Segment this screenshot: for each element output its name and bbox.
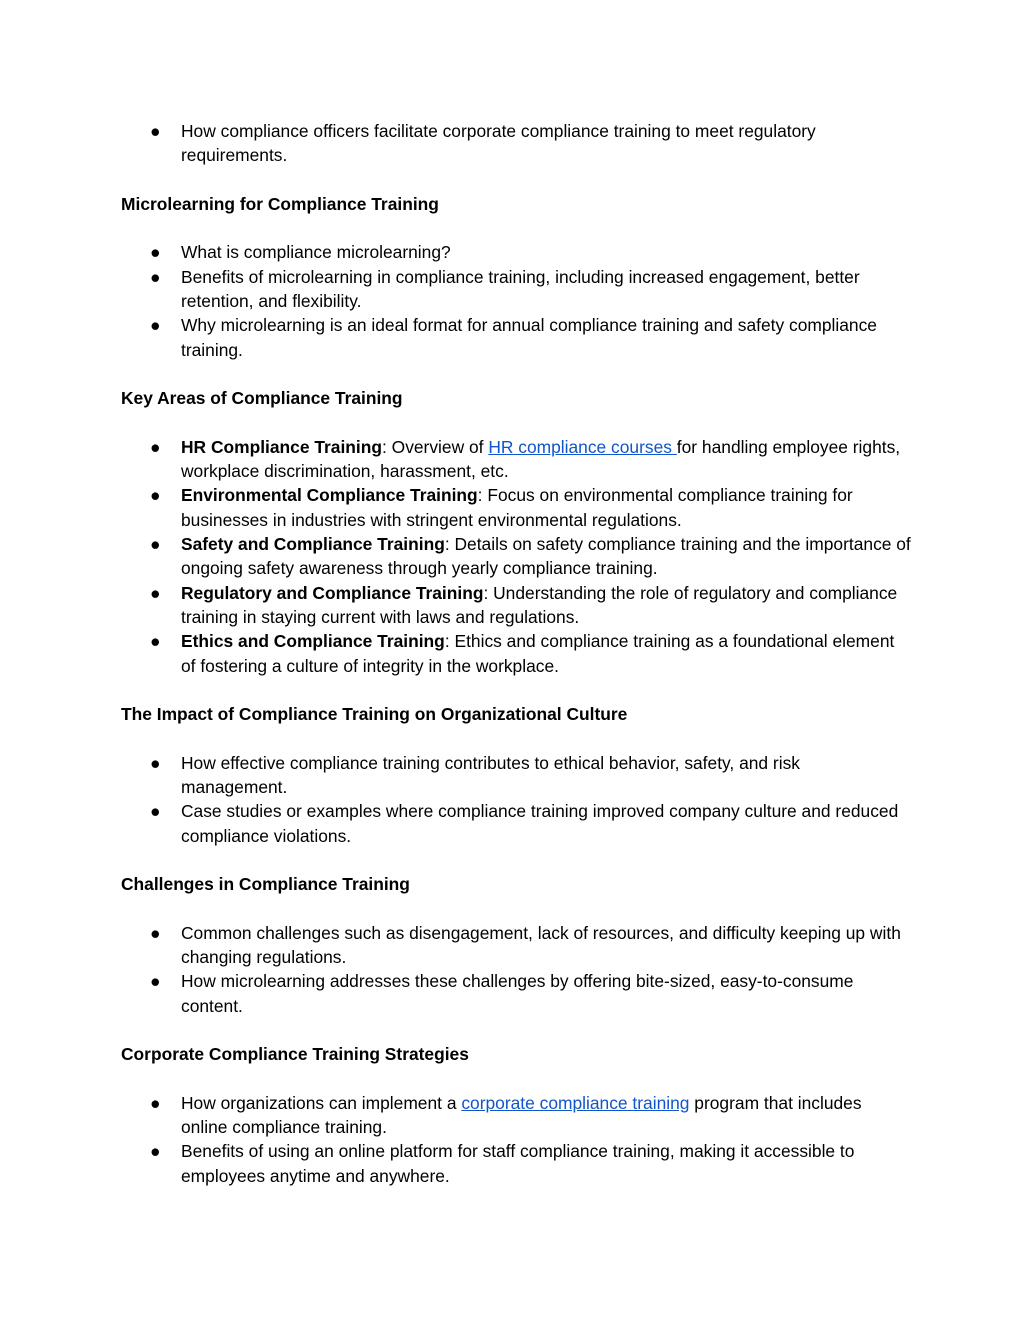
document-body [121,119,911,1188]
bullet-icon: ● [150,971,161,992]
list-item-text: What is compliance microlearning? [181,242,451,263]
section-heading: Challenges in Compliance Training [121,874,410,895]
inline-link[interactable]: HR compliance courses [488,436,677,457]
list-item-term: HR Compliance Training [181,436,382,457]
list-item-text: for handling employee rights, workplace discrimination, harassment, etc. [181,436,901,482]
bullet-icon: ● [150,534,161,555]
bullet-icon: ● [150,242,161,263]
list-item [121,483,911,532]
list-item [121,265,911,314]
list-item-text: How effective compliance training contributes to ethical behavior, safety, and risk management. [181,752,800,798]
list-item-term: Ethics and Compliance Training [181,631,445,652]
list-item [121,1139,911,1188]
list-item [121,532,911,581]
list-item [121,751,911,800]
section-bullet-list [121,1091,911,1188]
intro-bullet-list [121,119,911,168]
bullet-icon: ● [150,121,161,141]
list-item-text: How microlearning addresses these challenges by offering bite-sized, easy-to-consume content. [181,971,854,1016]
list-item-text: program that includes online compliance training. [181,1092,862,1138]
section-heading: Microlearning for Compliance Training [121,193,439,214]
section-heading: Corporate Compliance Training Strategies [121,1044,469,1065]
bullet-icon: ● [150,801,161,822]
bullet-icon: ● [150,266,161,287]
list-item-text: How compliance officers facilitate corporate compliance training to meet regulatory requirements. [181,121,816,166]
list-item [121,1091,911,1140]
list-item [121,629,911,678]
bullet-icon: ● [150,315,161,336]
section-heading: Key Areas of Compliance Training [121,388,403,409]
bullet-icon: ● [150,752,161,773]
list-item-text: : Overview of [382,436,489,457]
section-bullet-list [121,240,911,361]
section-bullet-list [121,751,911,848]
bullet-icon: ● [150,631,161,652]
list-item-text: : Details on safety compliance training and the importance of ongoing safety awareness through yearly compliance training. [181,534,911,579]
list-item-text: How organizations can implement a [181,1092,462,1113]
section-bullet-list [121,435,911,678]
section-heading: The Impact of Compliance Training on Organizational Culture [121,704,628,725]
inline-link[interactable]: corporate compliance training [461,1092,690,1113]
list-item [121,119,911,168]
list-item [121,969,911,1018]
list-item [121,240,911,264]
list-item-term: Safety and Compliance Training [181,534,445,555]
list-item-text: Benefits of microlearning in compliance training, including increased engagement, better retention, and flexibility. [181,266,860,312]
list-item-text: Case studies or examples where compliance training improved company culture and reduced compliance violations. [181,801,899,846]
list-item-text: Benefits of using an online platform for staff compliance training, making it accessible to employees anytime and anywhere. [181,1141,855,1186]
list-item-text: : Understanding the role of regulatory and compliance training in staying current with laws and regulations. [181,582,898,627]
bullet-icon: ● [150,582,161,603]
list-item-term: Environmental Compliance Training [181,485,478,506]
list-item-term: Regulatory and Compliance Training [181,582,484,603]
list-item-text: Common challenges such as disengagement, lack of resources, and difficulty keeping up with changing regulations. [181,922,901,968]
section-bullet-list [121,921,911,1018]
list-item-text: : Ethics and compliance training as a foundational element of fostering a culture of integrity in the workplace. [181,631,895,676]
list-item-text: : Focus on environmental compliance training for businesses in industries with stringent environmental regulations. [181,485,853,530]
list-item [121,435,911,484]
list-item [121,581,911,630]
list-item [121,799,911,848]
list-item-text: Why microlearning is an ideal format for annual compliance training and safety compliance training. [181,315,877,360]
bullet-icon: ● [150,1141,161,1162]
bullet-icon: ● [150,485,161,506]
bullet-icon: ● [150,1092,161,1113]
bullet-icon: ● [150,922,161,943]
list-item [121,921,911,970]
sections-container [121,192,911,1188]
bullet-icon: ● [150,436,161,457]
list-item [121,313,911,362]
